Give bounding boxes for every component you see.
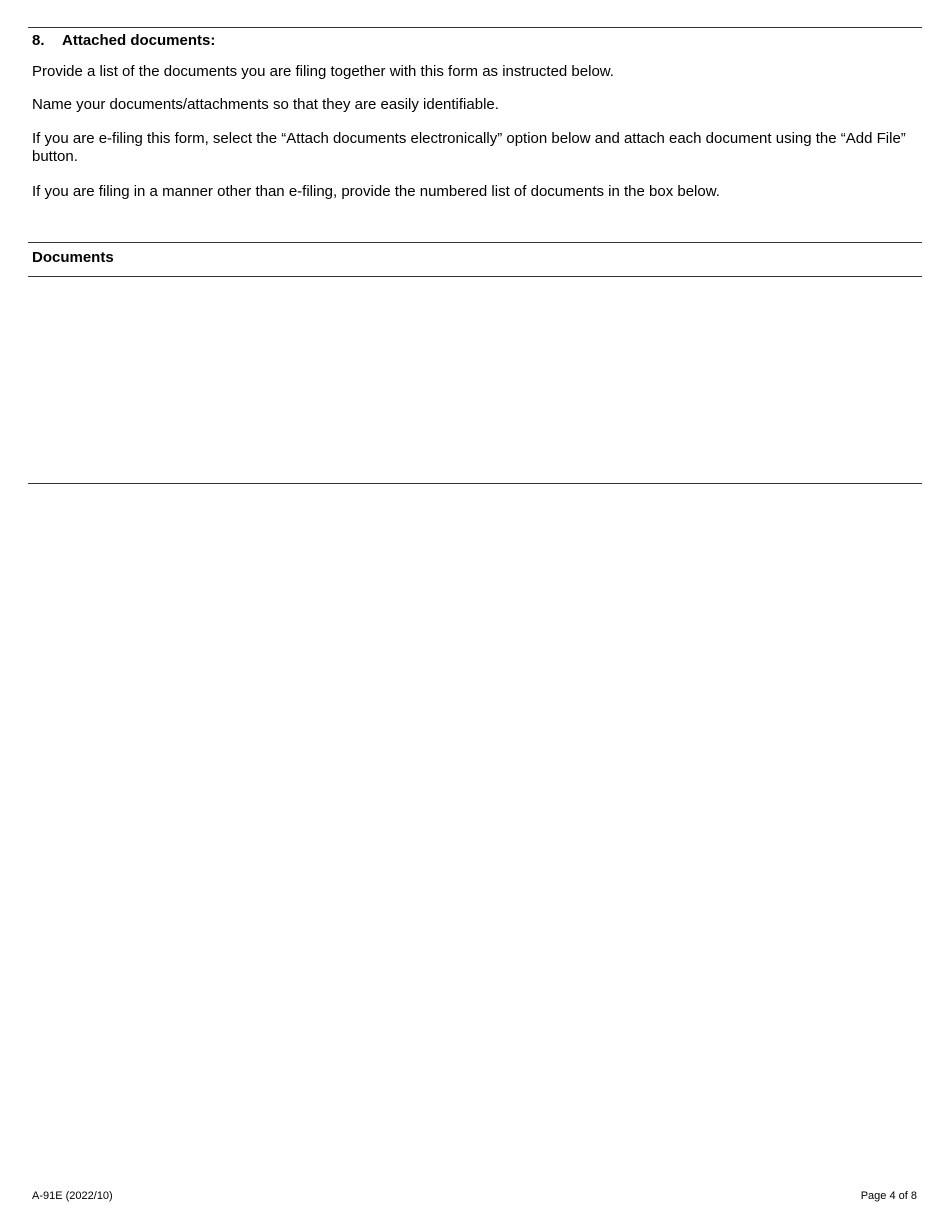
form-code: A-91E (2022/10): [32, 1190, 113, 1202]
instruction-paragraph: If you are e-filing this form, select the “Attach documents electronically” option below and attach each document using the “Add File” button.: [32, 130, 906, 165]
documents-label: Documents: [32, 249, 114, 266]
top-divider: [28, 27, 922, 28]
section-title: Attached documents:: [62, 32, 216, 49]
documents-top-divider: [28, 242, 922, 243]
documents-list-field[interactable]: [28, 277, 922, 483]
instruction-paragraph: Name your documents/attachments so that they are easily identifiable.: [32, 96, 499, 113]
section-heading: [32, 32, 215, 50]
section-number: 8.: [32, 32, 45, 49]
documents-bottom-divider: [28, 483, 922, 484]
instruction-paragraph: If you are filing in a manner other than e-filing, provide the numbered list of documents in the box below.: [32, 183, 720, 200]
instruction-paragraph: Provide a list of the documents you are filing together with this form as instructed below.: [32, 63, 614, 80]
page-number: Page 4 of 8: [860, 1190, 917, 1202]
